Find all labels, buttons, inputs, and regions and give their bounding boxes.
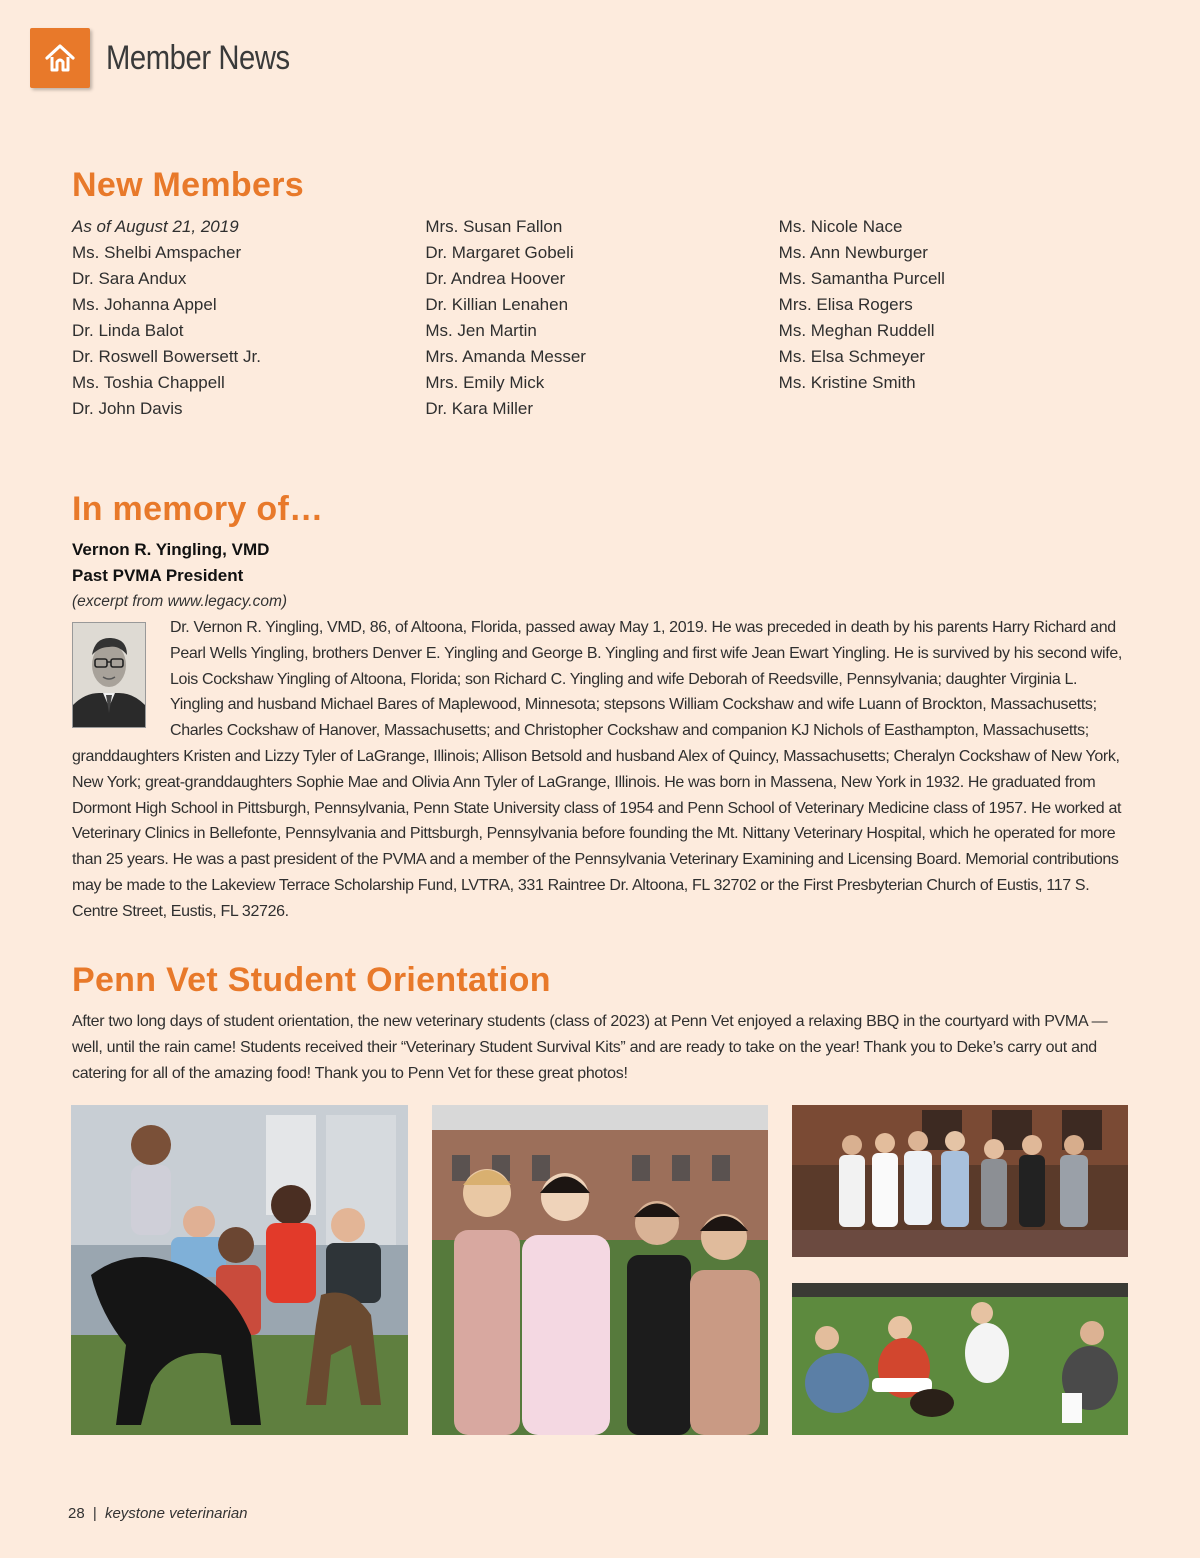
member-name: Ms. Meghan Ruddell: [778, 321, 935, 340]
member-name: Ms. Shelbi Amspacher: [72, 243, 242, 262]
member-name: Ms. Nicole Nace: [778, 217, 903, 236]
member-name: Dr. Andrea Hoover: [425, 269, 566, 288]
member-name: Ms. Samantha Purcell: [778, 269, 945, 288]
new-members-heading: New Members: [72, 166, 304, 204]
photo-group-outside-building: [792, 1105, 1128, 1257]
member-name: Ms. Johanna Appel: [72, 295, 217, 314]
memorial-subject: [72, 537, 269, 589]
member-name: Dr. Margaret Gobeli: [425, 243, 574, 262]
footer-separator: |: [92, 1505, 97, 1522]
home-icon[interactable]: [30, 28, 90, 88]
in-memory-heading: In memory of…: [72, 490, 324, 528]
excerpt-source: (excerpt from www.legacy.com): [72, 593, 288, 610]
photo-students-on-lawn: [792, 1283, 1128, 1435]
memorial-name: Vernon R. Yingling, VMD: [72, 540, 270, 559]
page-footer: [68, 1505, 248, 1522]
member-name: Dr. Kara Miller: [425, 399, 534, 418]
member-name: Dr. John Davis: [72, 399, 183, 418]
obituary-text: Dr. Vernon R. Yingling, VMD, 86, of Altoona, Florida, passed away May 1, 2019. He was preceded in death by his parents Harry Richard and Pearl Wells Yingling, brothers Denver E. Yingling and George B. Yingling and first wife Jean Ewart Yingling. He is survived by his second wife, Lois Cockshaw Yingling of Altoona, Florida; son Richard C. Yingling and wife Deborah of Reedsville, Pennsylvania; daughter Virginia L. Yingling and husband Michael Bares of Maplewood, Minnesota; stepsons William Cockshaw and wife Luann of Brockton, Massachusetts; Charles Cockshaw of Hanover, Massachusetts; and Christopher Cockshaw and companion KJ Nichols of Easthampton, Massachusetts; granddaughters Kristen and Lizzy Tyler of LaGrange, Illinois; Allison Betsold and husband Alex of Quincy, Massachusetts; Cheralyn Cockshaw of New York, New York; great-granddaughters Sophie Mae and Olivia Ann Tyler of LaGrange, Illinois. He was born in Massena, New York in 1932. He graduated from Dormont High School in Pittsburgh, Pennsylvania, Penn State University class of 1954 and Penn School of Veterinary Medicine class of 1957. He worked at Veterinary Clinics in Bellefonte, Pennsylvania and Pittsburgh, Pennsylvania before founding the Mt. Nittany Veterinary Hospital, which he operated for more than 25 years. He was a past president of the PVMA and a member of the Pennsylvania Veterinary Examining and Licensing Board. Memorial contributions may be made to the Lakeview Terrace Scholarship Fund, LVTRA, 331 Raintree Dr. Altoona, FL 32702 or the First Presbyterian Church of Eustis, 117 S. Centre Street, Eustis, FL 32726.: [72, 619, 1122, 920]
portrait-photo: [72, 622, 146, 728]
member-name: Mrs. Emily Mick: [425, 373, 545, 392]
obituary: [72, 615, 1130, 925]
member-name: Dr. Linda Balot: [72, 321, 184, 340]
member-name: Dr. Killian Lenahen: [425, 295, 569, 314]
new-members-list: [72, 214, 1132, 422]
member-name: Ms. Jen Martin: [425, 321, 537, 340]
section-title: Member News: [106, 38, 290, 77]
photo-students-with-dogs: [71, 1105, 408, 1435]
page-header: [30, 28, 320, 88]
member-name: Ms. Toshia Chappell: [72, 373, 225, 392]
orientation-heading: Penn Vet Student Orientation: [72, 961, 551, 999]
members-column-1: [72, 214, 425, 422]
member-name: Mrs. Susan Fallon: [425, 217, 563, 236]
member-name: Dr. Sara Andux: [72, 269, 187, 288]
member-name: Ms. Kristine Smith: [778, 373, 916, 392]
member-name: Ms. Ann Newburger: [778, 243, 928, 262]
member-name: Ms. Elsa Schmeyer: [778, 347, 926, 366]
photo-four-students: [432, 1105, 768, 1435]
magazine-name: keystone veterinarian: [104, 1505, 248, 1522]
members-column-3: [779, 214, 1132, 422]
member-name: Mrs. Amanda Messer: [425, 347, 586, 366]
memorial-role: Past PVMA President: [72, 566, 244, 585]
page-number: 28: [68, 1505, 85, 1522]
member-name: Mrs. Elisa Rogers: [778, 295, 913, 314]
members-column-2: [425, 214, 778, 422]
member-name: Dr. Roswell Bowersett Jr.: [72, 347, 261, 366]
members-as-of-note: As of August 21, 2019: [72, 217, 239, 236]
orientation-text: After two long days of student orientation, the new veterinary students (class of 2023) at Penn Vet enjoyed a relaxing BBQ in the courtyard with PVMA — well, until the rain came! Students received their “Veterinary Student Survival Kits” and are ready to take on the year! Thank you to Deke’s carry out and catering for all of the amazing food! Thank you to Penn Vet for these great photos!: [72, 1013, 1108, 1082]
